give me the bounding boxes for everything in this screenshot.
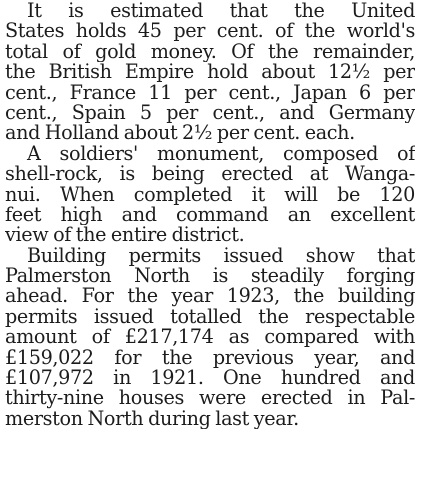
text-line: permits issued totalled the respectable [5, 306, 415, 328]
text-line: ahead. For the year 1923, the building [5, 286, 415, 307]
text-line: total of gold money. Of the remainder, [5, 41, 415, 63]
text-line: Building permits issued show that [27, 245, 415, 267]
text-line: cent., France 11 per cent., Japan 6 per [5, 82, 415, 103]
text-line: and Holland about 2½ per cent. each. [5, 123, 355, 144]
text-line: thirty-nine houses were erected in Pal- [5, 388, 415, 409]
text-line: nui. When completed it will be 120 [5, 184, 415, 205]
text-line: the British Empire hold about 12½ per [5, 62, 415, 83]
text-line: States holds 45 per cent. of the world's [5, 21, 415, 42]
text-line: £107,972 in 1921. One hundred and [5, 368, 415, 389]
text-line: £159,022 for the previous year, and [5, 347, 415, 369]
paragraph-soldiers-monument [5, 144, 415, 246]
text-line: feet high and command an excellent [5, 204, 415, 226]
paragraph-gold-holdings [5, 1, 415, 144]
text-line: It is estimated that the United [27, 1, 415, 22]
text-line: amount of £217,174 as compared with [5, 327, 415, 348]
text-line: merston North during last year. [5, 408, 299, 430]
text-line: shell-rock, is being erected at Wanga- [5, 164, 415, 185]
text-line: cent., Spain 5 per cent., and Germany [5, 102, 415, 124]
text-line: Palmerston North is steadily forging [5, 266, 415, 287]
paragraph-building-permits [5, 246, 415, 430]
text-line: view of the entire district. [5, 225, 245, 246]
text-line: A soldiers' monument, composed of [27, 143, 415, 165]
